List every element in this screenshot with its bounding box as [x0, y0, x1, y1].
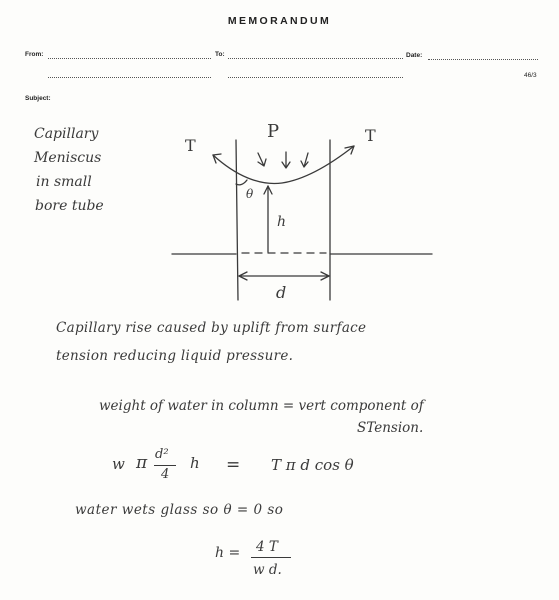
text-line-4: STension. [357, 420, 424, 436]
label-tension-right: T [365, 126, 376, 145]
text-line-2: tension reducing liquid pressure. [56, 348, 294, 364]
pressure-arrow-3 [301, 153, 308, 167]
tube-wall-left [236, 140, 238, 300]
caption-line-3: in small [36, 174, 92, 190]
result-frac-bar [251, 557, 291, 558]
caption-line-4: bore tube [35, 198, 104, 214]
label-theta: θ [246, 187, 254, 201]
pressure-arrow-1 [258, 153, 266, 166]
caption-line-2: Meniscus [34, 150, 102, 166]
to-label: To: [215, 51, 225, 58]
contact-angle-arc [236, 180, 247, 185]
eq-rhs: T π d cos θ [271, 456, 354, 474]
result-lhs: h = [215, 545, 241, 561]
result-denominator: w d. [253, 562, 282, 578]
pressure-arrow-2 [282, 152, 290, 168]
eq-frac-bar [154, 465, 176, 466]
eq-frac-num: d² [155, 447, 169, 462]
eq-frac-den: 4 [161, 467, 170, 482]
text-line-1: Capillary rise caused by uplift from surface [56, 320, 367, 336]
eq-equals: = [226, 455, 241, 475]
text-line-5: water wets glass so θ = 0 so [75, 502, 284, 518]
subject-label: Subject: [25, 95, 51, 102]
eq-h: h [190, 454, 200, 472]
caption-line-1: Capillary [34, 126, 99, 142]
text-line-3: weight of water in column = vert component of [99, 398, 424, 414]
label-height: h [277, 214, 287, 230]
eq-pi: π [136, 453, 148, 473]
eq-w: w [112, 455, 125, 473]
memo-title: MEMORANDUM [227, 15, 332, 27]
label-tension-left: T [185, 136, 196, 155]
reference-number: 46/3 [524, 72, 537, 79]
label-pressure: P [267, 121, 280, 142]
result-numerator: 4 T [256, 539, 278, 555]
from-label: From: [25, 51, 44, 58]
date-label: Date: [406, 52, 423, 59]
label-diameter: d [276, 283, 287, 302]
